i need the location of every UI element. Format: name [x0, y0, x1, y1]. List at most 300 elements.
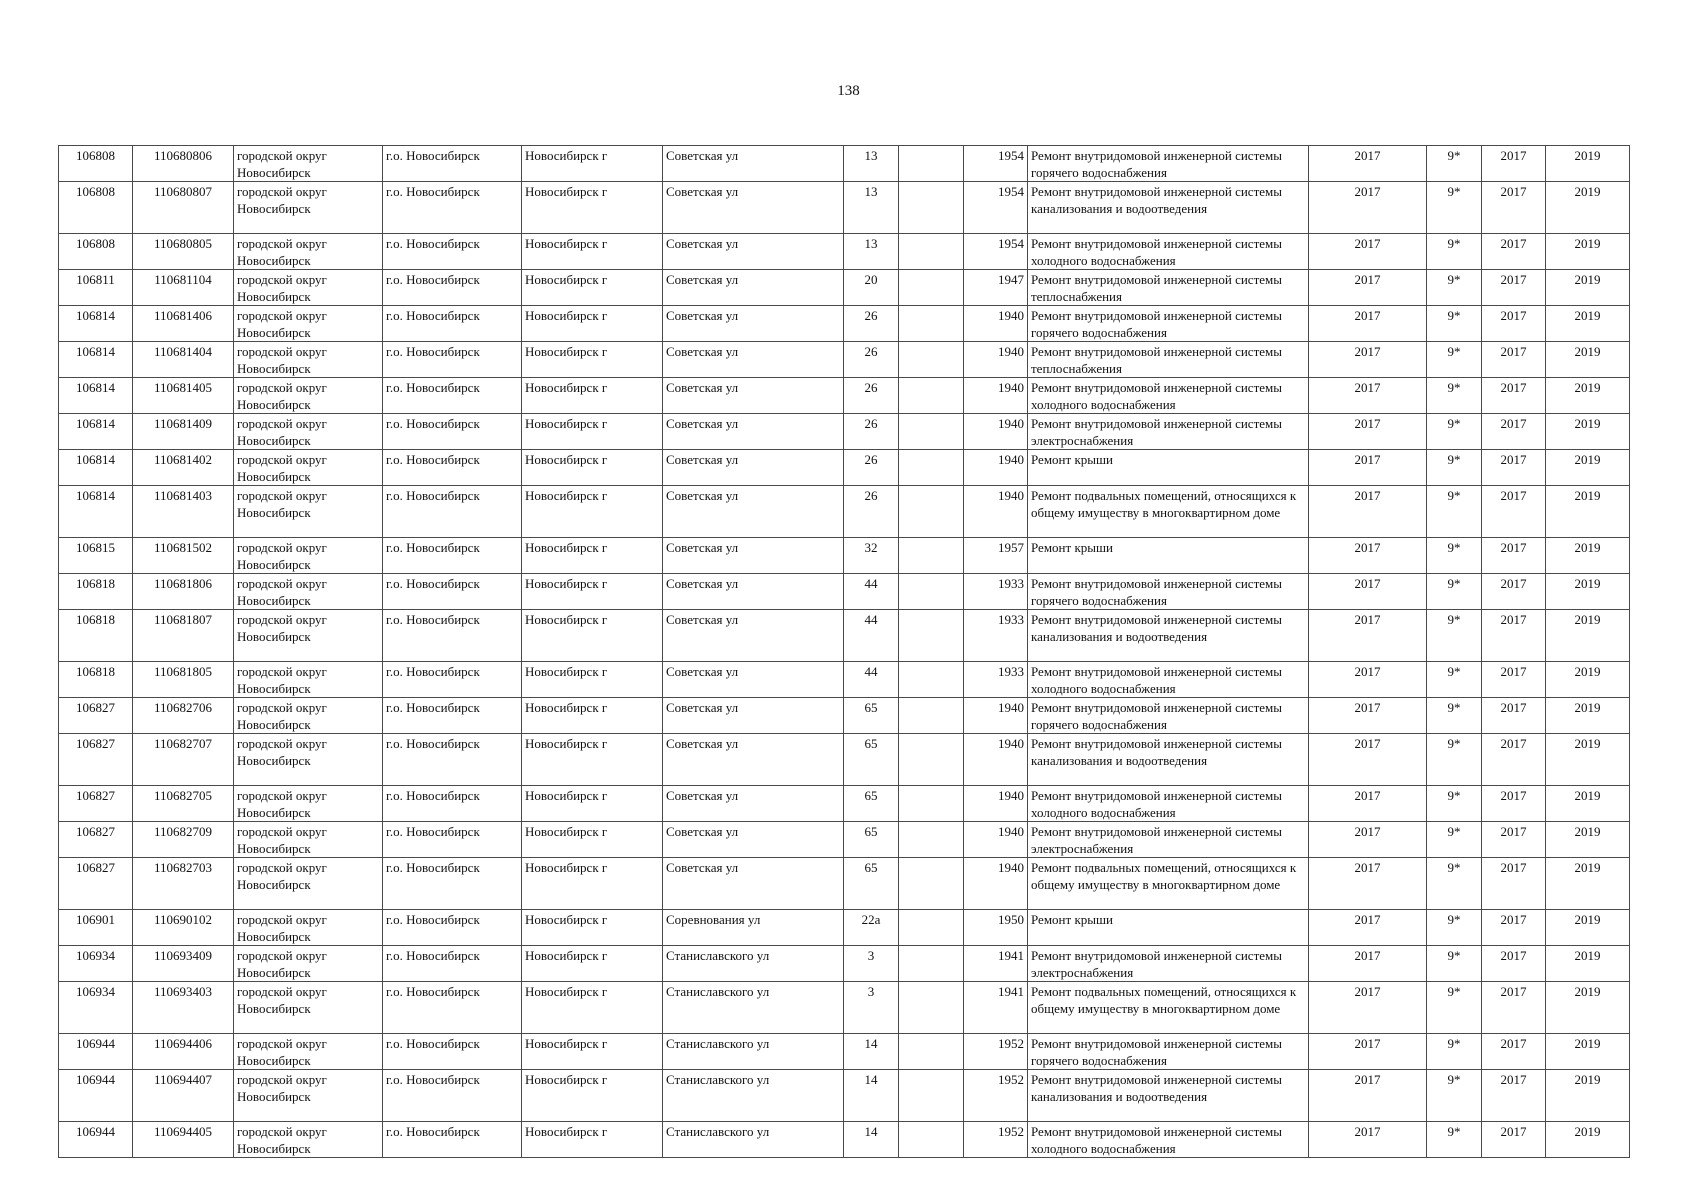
district-cell: г.о. Новосибирск	[383, 486, 522, 538]
end-year-cell: 2019	[1546, 910, 1630, 946]
year-built-cell: 1950	[964, 910, 1028, 946]
city-cell: Новосибирск г	[522, 822, 663, 858]
house-number-cell: 32	[844, 538, 899, 574]
district-cell: г.о. Новосибирск	[383, 1122, 522, 1158]
table-row	[59, 662, 1630, 698]
year-built-cell: 1933	[964, 610, 1028, 662]
work-code-cell: 110681402	[133, 450, 234, 486]
mark-cell: 9*	[1427, 734, 1482, 786]
year-built-cell: 1940	[964, 450, 1028, 486]
mark-cell: 9*	[1427, 146, 1482, 182]
work-type-cell: Ремонт крыши	[1028, 910, 1309, 946]
mark-cell: 9*	[1427, 414, 1482, 450]
building-cell	[899, 786, 964, 822]
mark-cell: 9*	[1427, 946, 1482, 982]
street-cell: Советская ул	[663, 378, 844, 414]
work-type-cell: Ремонт внутридомовой инженерной системы холодного водоснабжения	[1028, 1122, 1309, 1158]
start-year-cell: 2017	[1482, 182, 1546, 234]
end-year-cell: 2019	[1546, 662, 1630, 698]
plan-year-cell: 2017	[1309, 610, 1427, 662]
end-year-cell: 2019	[1546, 786, 1630, 822]
city-cell: Новосибирск г	[522, 486, 663, 538]
year-built-cell: 1940	[964, 486, 1028, 538]
city-cell: Новосибирск г	[522, 342, 663, 378]
street-cell: Советская ул	[663, 234, 844, 270]
end-year-cell: 2019	[1546, 450, 1630, 486]
district-cell: г.о. Новосибирск	[383, 270, 522, 306]
municipality-cell: городской округ Новосибирск	[234, 1034, 383, 1070]
municipality-cell: городской округ Новосибирск	[234, 610, 383, 662]
building-cell	[899, 182, 964, 234]
street-cell: Советская ул	[663, 858, 844, 910]
house-number-cell: 65	[844, 786, 899, 822]
house-id-cell: 106808	[59, 234, 133, 270]
house-id-cell: 106827	[59, 698, 133, 734]
municipality-cell: городской округ Новосибирск	[234, 858, 383, 910]
house-id-cell: 106827	[59, 734, 133, 786]
street-cell: Советская ул	[663, 786, 844, 822]
plan-year-cell: 2017	[1309, 858, 1427, 910]
table-row	[59, 342, 1630, 378]
work-code-cell: 110682703	[133, 858, 234, 910]
end-year-cell: 2019	[1546, 1122, 1630, 1158]
year-built-cell: 1940	[964, 698, 1028, 734]
city-cell: Новосибирск г	[522, 946, 663, 982]
year-built-cell: 1940	[964, 734, 1028, 786]
work-type-cell: Ремонт внутридомовой инженерной системы горячего водоснабжения	[1028, 574, 1309, 610]
plan-year-cell: 2017	[1309, 1034, 1427, 1070]
start-year-cell: 2017	[1482, 1122, 1546, 1158]
table-row	[59, 698, 1630, 734]
start-year-cell: 2017	[1482, 698, 1546, 734]
municipality-cell: городской округ Новосибирск	[234, 734, 383, 786]
street-cell: Станиславского ул	[663, 982, 844, 1034]
table-row	[59, 182, 1630, 234]
year-built-cell: 1954	[964, 182, 1028, 234]
building-cell	[899, 734, 964, 786]
work-code-cell: 110682706	[133, 698, 234, 734]
building-cell	[899, 414, 964, 450]
end-year-cell: 2019	[1546, 378, 1630, 414]
plan-year-cell: 2017	[1309, 910, 1427, 946]
street-cell: Станиславского ул	[663, 1122, 844, 1158]
work-type-cell: Ремонт внутридомовой инженерной системы горячего водоснабжения	[1028, 306, 1309, 342]
district-cell: г.о. Новосибирск	[383, 234, 522, 270]
house-id-cell: 106827	[59, 822, 133, 858]
table-row	[59, 734, 1630, 786]
plan-year-cell: 2017	[1309, 786, 1427, 822]
city-cell: Новосибирск г	[522, 610, 663, 662]
plan-year-cell: 2017	[1309, 378, 1427, 414]
house-number-cell: 44	[844, 610, 899, 662]
work-code-cell: 110682705	[133, 786, 234, 822]
mark-cell: 9*	[1427, 486, 1482, 538]
building-cell	[899, 378, 964, 414]
municipality-cell: городской округ Новосибирск	[234, 342, 383, 378]
work-code-cell: 110681806	[133, 574, 234, 610]
repair-register-table	[58, 145, 1630, 1158]
plan-year-cell: 2017	[1309, 146, 1427, 182]
work-code-cell: 110680807	[133, 182, 234, 234]
house-id-cell: 106814	[59, 486, 133, 538]
work-type-cell: Ремонт внутридомовой инженерной системы горячего водоснабжения	[1028, 146, 1309, 182]
house-id-cell: 106814	[59, 378, 133, 414]
table-row	[59, 414, 1630, 450]
year-built-cell: 1940	[964, 306, 1028, 342]
municipality-cell: городской округ Новосибирск	[234, 414, 383, 450]
house-id-cell: 106818	[59, 610, 133, 662]
house-id-cell: 106944	[59, 1070, 133, 1122]
street-cell: Советская ул	[663, 414, 844, 450]
year-built-cell: 1952	[964, 1122, 1028, 1158]
table-row	[59, 1122, 1630, 1158]
end-year-cell: 2019	[1546, 146, 1630, 182]
street-cell: Советская ул	[663, 450, 844, 486]
city-cell: Новосибирск г	[522, 234, 663, 270]
work-code-cell: 110680806	[133, 146, 234, 182]
mark-cell: 9*	[1427, 234, 1482, 270]
year-built-cell: 1933	[964, 574, 1028, 610]
table-body	[59, 146, 1630, 1158]
house-number-cell: 14	[844, 1122, 899, 1158]
table-row	[59, 378, 1630, 414]
mark-cell: 9*	[1427, 982, 1482, 1034]
start-year-cell: 2017	[1482, 270, 1546, 306]
house-number-cell: 65	[844, 698, 899, 734]
building-cell	[899, 538, 964, 574]
plan-year-cell: 2017	[1309, 734, 1427, 786]
district-cell: г.о. Новосибирск	[383, 342, 522, 378]
district-cell: г.о. Новосибирск	[383, 822, 522, 858]
work-code-cell: 110681405	[133, 378, 234, 414]
table-row	[59, 270, 1630, 306]
year-built-cell: 1954	[964, 234, 1028, 270]
district-cell: г.о. Новосибирск	[383, 378, 522, 414]
work-type-cell: Ремонт внутридомовой инженерной системы холодного водоснабжения	[1028, 662, 1309, 698]
municipality-cell: городской округ Новосибирск	[234, 538, 383, 574]
building-cell	[899, 234, 964, 270]
end-year-cell: 2019	[1546, 858, 1630, 910]
municipality-cell: городской округ Новосибирск	[234, 450, 383, 486]
street-cell: Советская ул	[663, 822, 844, 858]
work-code-cell: 110694407	[133, 1070, 234, 1122]
street-cell: Советская ул	[663, 538, 844, 574]
street-cell: Советская ул	[663, 486, 844, 538]
start-year-cell: 2017	[1482, 982, 1546, 1034]
house-id-cell: 106811	[59, 270, 133, 306]
work-type-cell: Ремонт внутридомовой инженерной системы электроснабжения	[1028, 414, 1309, 450]
district-cell: г.о. Новосибирск	[383, 662, 522, 698]
municipality-cell: городской округ Новосибирск	[234, 378, 383, 414]
house-id-cell: 106818	[59, 574, 133, 610]
work-type-cell: Ремонт внутридомовой инженерной системы электроснабжения	[1028, 946, 1309, 982]
municipality-cell: городской округ Новосибирск	[234, 1070, 383, 1122]
end-year-cell: 2019	[1546, 182, 1630, 234]
work-type-cell: Ремонт внутридомовой инженерной системы теплоснабжения	[1028, 342, 1309, 378]
mark-cell: 9*	[1427, 698, 1482, 734]
street-cell: Советская ул	[663, 342, 844, 378]
work-code-cell: 110681403	[133, 486, 234, 538]
mark-cell: 9*	[1427, 538, 1482, 574]
city-cell: Новосибирск г	[522, 982, 663, 1034]
house-id-cell: 106814	[59, 414, 133, 450]
city-cell: Новосибирск г	[522, 662, 663, 698]
building-cell	[899, 910, 964, 946]
city-cell: Новосибирск г	[522, 270, 663, 306]
house-number-cell: 3	[844, 946, 899, 982]
plan-year-cell: 2017	[1309, 450, 1427, 486]
city-cell: Новосибирск г	[522, 450, 663, 486]
table-row	[59, 486, 1630, 538]
municipality-cell: городской округ Новосибирск	[234, 786, 383, 822]
house-number-cell: 26	[844, 342, 899, 378]
house-number-cell: 26	[844, 450, 899, 486]
plan-year-cell: 2017	[1309, 270, 1427, 306]
year-built-cell: 1940	[964, 414, 1028, 450]
city-cell: Новосибирск г	[522, 698, 663, 734]
district-cell: г.о. Новосибирск	[383, 910, 522, 946]
end-year-cell: 2019	[1546, 610, 1630, 662]
house-id-cell: 106808	[59, 146, 133, 182]
district-cell: г.о. Новосибирск	[383, 610, 522, 662]
building-cell	[899, 1070, 964, 1122]
mark-cell: 9*	[1427, 1070, 1482, 1122]
work-type-cell: Ремонт внутридомовой инженерной системы холодного водоснабжения	[1028, 234, 1309, 270]
building-cell	[899, 982, 964, 1034]
district-cell: г.о. Новосибирск	[383, 146, 522, 182]
house-id-cell: 106944	[59, 1122, 133, 1158]
building-cell	[899, 610, 964, 662]
municipality-cell: городской округ Новосибирск	[234, 910, 383, 946]
year-built-cell: 1947	[964, 270, 1028, 306]
house-number-cell: 22а	[844, 910, 899, 946]
house-id-cell: 106944	[59, 1034, 133, 1070]
work-type-cell: Ремонт подвальных помещений, относящихся к общему имуществу в многоквартирном доме	[1028, 982, 1309, 1034]
year-built-cell: 1940	[964, 858, 1028, 910]
work-type-cell: Ремонт подвальных помещений, относящихся к общему имуществу в многоквартирном доме	[1028, 858, 1309, 910]
district-cell: г.о. Новосибирск	[383, 786, 522, 822]
year-built-cell: 1940	[964, 822, 1028, 858]
work-type-cell: Ремонт внутридомовой инженерной системы горячего водоснабжения	[1028, 1034, 1309, 1070]
work-code-cell: 110681409	[133, 414, 234, 450]
plan-year-cell: 2017	[1309, 982, 1427, 1034]
start-year-cell: 2017	[1482, 822, 1546, 858]
table-row	[59, 306, 1630, 342]
house-number-cell: 20	[844, 270, 899, 306]
house-number-cell: 26	[844, 378, 899, 414]
plan-year-cell: 2017	[1309, 486, 1427, 538]
mark-cell: 9*	[1427, 378, 1482, 414]
start-year-cell: 2017	[1482, 858, 1546, 910]
end-year-cell: 2019	[1546, 270, 1630, 306]
house-number-cell: 13	[844, 146, 899, 182]
end-year-cell: 2019	[1546, 486, 1630, 538]
building-cell	[899, 146, 964, 182]
mark-cell: 9*	[1427, 858, 1482, 910]
street-cell: Советская ул	[663, 574, 844, 610]
street-cell: Советская ул	[663, 698, 844, 734]
street-cell: Советская ул	[663, 182, 844, 234]
end-year-cell: 2019	[1546, 306, 1630, 342]
year-built-cell: 1957	[964, 538, 1028, 574]
table-row	[59, 538, 1630, 574]
year-built-cell: 1933	[964, 662, 1028, 698]
district-cell: г.о. Новосибирск	[383, 450, 522, 486]
plan-year-cell: 2017	[1309, 822, 1427, 858]
work-code-cell: 110682707	[133, 734, 234, 786]
work-code-cell: 110682709	[133, 822, 234, 858]
work-type-cell: Ремонт внутридомовой инженерной системы горячего водоснабжения	[1028, 698, 1309, 734]
plan-year-cell: 2017	[1309, 306, 1427, 342]
work-code-cell: 110693409	[133, 946, 234, 982]
house-number-cell: 44	[844, 662, 899, 698]
city-cell: Новосибирск г	[522, 306, 663, 342]
plan-year-cell: 2017	[1309, 1070, 1427, 1122]
plan-year-cell: 2017	[1309, 1122, 1427, 1158]
work-code-cell: 110680805	[133, 234, 234, 270]
city-cell: Новосибирск г	[522, 574, 663, 610]
mark-cell: 9*	[1427, 786, 1482, 822]
house-number-cell: 26	[844, 306, 899, 342]
work-type-cell: Ремонт внутридомовой инженерной системы канализования и водоотведения	[1028, 182, 1309, 234]
plan-year-cell: 2017	[1309, 182, 1427, 234]
district-cell: г.о. Новосибирск	[383, 574, 522, 610]
year-built-cell: 1940	[964, 342, 1028, 378]
district-cell: г.о. Новосибирск	[383, 946, 522, 982]
house-number-cell: 3	[844, 982, 899, 1034]
year-built-cell: 1952	[964, 1034, 1028, 1070]
start-year-cell: 2017	[1482, 378, 1546, 414]
start-year-cell: 2017	[1482, 342, 1546, 378]
work-code-cell: 110690102	[133, 910, 234, 946]
municipality-cell: городской округ Новосибирск	[234, 574, 383, 610]
end-year-cell: 2019	[1546, 342, 1630, 378]
house-id-cell: 106815	[59, 538, 133, 574]
mark-cell: 9*	[1427, 610, 1482, 662]
house-id-cell: 106827	[59, 858, 133, 910]
mark-cell: 9*	[1427, 1122, 1482, 1158]
house-id-cell: 106901	[59, 910, 133, 946]
table-row	[59, 822, 1630, 858]
street-cell: Советская ул	[663, 270, 844, 306]
building-cell	[899, 662, 964, 698]
district-cell: г.о. Новосибирск	[383, 182, 522, 234]
table-row	[59, 234, 1630, 270]
city-cell: Новосибирск г	[522, 146, 663, 182]
house-number-cell: 13	[844, 234, 899, 270]
district-cell: г.о. Новосибирск	[383, 306, 522, 342]
house-number-cell: 44	[844, 574, 899, 610]
end-year-cell: 2019	[1546, 414, 1630, 450]
work-type-cell: Ремонт внутридомовой инженерной системы канализования и водоотведения	[1028, 610, 1309, 662]
table-row	[59, 450, 1630, 486]
house-id-cell: 106934	[59, 946, 133, 982]
street-cell: Советская ул	[663, 734, 844, 786]
work-type-cell: Ремонт внутридомовой инженерной системы канализования и водоотведения	[1028, 734, 1309, 786]
municipality-cell: городской округ Новосибирск	[234, 306, 383, 342]
plan-year-cell: 2017	[1309, 538, 1427, 574]
house-number-cell: 14	[844, 1034, 899, 1070]
end-year-cell: 2019	[1546, 734, 1630, 786]
house-number-cell: 26	[844, 414, 899, 450]
start-year-cell: 2017	[1482, 662, 1546, 698]
municipality-cell: городской округ Новосибирск	[234, 146, 383, 182]
work-code-cell: 110693403	[133, 982, 234, 1034]
start-year-cell: 2017	[1482, 574, 1546, 610]
end-year-cell: 2019	[1546, 538, 1630, 574]
city-cell: Новосибирск г	[522, 1070, 663, 1122]
building-cell	[899, 270, 964, 306]
mark-cell: 9*	[1427, 342, 1482, 378]
mark-cell: 9*	[1427, 270, 1482, 306]
plan-year-cell: 2017	[1309, 946, 1427, 982]
year-built-cell: 1941	[964, 946, 1028, 982]
district-cell: г.о. Новосибирск	[383, 734, 522, 786]
municipality-cell: городской округ Новосибирск	[234, 486, 383, 538]
start-year-cell: 2017	[1482, 486, 1546, 538]
end-year-cell: 2019	[1546, 1070, 1630, 1122]
plan-year-cell: 2017	[1309, 414, 1427, 450]
district-cell: г.о. Новосибирск	[383, 698, 522, 734]
district-cell: г.о. Новосибирск	[383, 414, 522, 450]
work-type-cell: Ремонт внутридомовой инженерной системы теплоснабжения	[1028, 270, 1309, 306]
work-code-cell: 110681104	[133, 270, 234, 306]
year-built-cell: 1940	[964, 378, 1028, 414]
table-row	[59, 858, 1630, 910]
building-cell	[899, 486, 964, 538]
table-row	[59, 946, 1630, 982]
municipality-cell: городской округ Новосибирск	[234, 982, 383, 1034]
district-cell: г.о. Новосибирск	[383, 1034, 522, 1070]
city-cell: Новосибирск г	[522, 1122, 663, 1158]
building-cell	[899, 698, 964, 734]
end-year-cell: 2019	[1546, 982, 1630, 1034]
table-row	[59, 146, 1630, 182]
city-cell: Новосибирск г	[522, 414, 663, 450]
table-row	[59, 1070, 1630, 1122]
table-row	[59, 982, 1630, 1034]
building-cell	[899, 574, 964, 610]
mark-cell: 9*	[1427, 574, 1482, 610]
start-year-cell: 2017	[1482, 306, 1546, 342]
district-cell: г.о. Новосибирск	[383, 858, 522, 910]
building-cell	[899, 450, 964, 486]
start-year-cell: 2017	[1482, 538, 1546, 574]
table-row	[59, 786, 1630, 822]
city-cell: Новосибирск г	[522, 910, 663, 946]
year-built-cell: 1952	[964, 1070, 1028, 1122]
page-number: 138	[837, 83, 860, 99]
house-number-cell: 65	[844, 734, 899, 786]
work-code-cell: 110681805	[133, 662, 234, 698]
city-cell: Новосибирск г	[522, 858, 663, 910]
municipality-cell: городской округ Новосибирск	[234, 698, 383, 734]
city-cell: Новосибирск г	[522, 1034, 663, 1070]
house-id-cell: 106814	[59, 450, 133, 486]
mark-cell: 9*	[1427, 182, 1482, 234]
work-code-cell: 110694406	[133, 1034, 234, 1070]
street-cell: Советская ул	[663, 306, 844, 342]
start-year-cell: 2017	[1482, 450, 1546, 486]
end-year-cell: 2019	[1546, 822, 1630, 858]
start-year-cell: 2017	[1482, 786, 1546, 822]
city-cell: Новосибирск г	[522, 378, 663, 414]
mark-cell: 9*	[1427, 1034, 1482, 1070]
plan-year-cell: 2017	[1309, 234, 1427, 270]
table-row	[59, 574, 1630, 610]
table-row	[59, 910, 1630, 946]
house-number-cell: 13	[844, 182, 899, 234]
